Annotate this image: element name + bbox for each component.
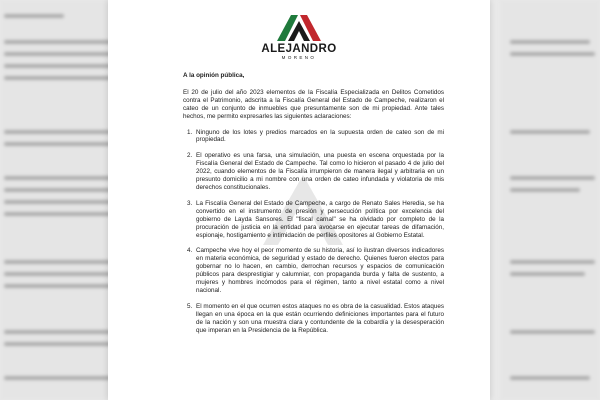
letter-body — [183, 72, 444, 342]
letter-salutation: A la opinión pública, — [183, 72, 245, 79]
clarifications-list — [183, 129, 444, 335]
list-item: 2. El operativo es una farsa, una simulación, una puesta en escena orquestada por la Fiscalía General del Estado de Campeche. Tal como lo hicieron el pasado 4 de julio del 2022, cuando elementos de la Fiscalía irrumpieron de manera ilegal y arbitraria en un presunto domicilio a mi nombre con una orden de cateo infundada y violatoria de mis derechos constitucionales. — [194, 152, 444, 192]
brand-name: ALEJANDRO — [261, 43, 337, 55]
brand-mark-icon — [275, 12, 323, 42]
list-item: 1. Ninguno de los lotes y predios marcados en la supuesta orden de cateo son de mi propiedad. — [194, 129, 444, 145]
list-item: 4. Campeche vive hoy el peor momento de su historia, así lo ilustran diversos indicadores en materia económica, de seguridad y estado de derecho. Quienes fueron electos para gobernar no lo hacen, en cambio, derrochan recursos y espacios de comunicación públicos para desprestigiar y calumniar, con propaganda burda y falta de sustento, a mujeres y hombres incómodos para el régimen, tanto a nivel estatal como a nivel nacional. — [194, 247, 444, 294]
blurred-background-right — [500, 0, 600, 400]
list-item: 3. La Fiscalía General del Estado de Campeche, a cargo de Renato Sales Heredia, se ha convertido en el instrumento de presión y persecución política por excelencia del gobierno de Layda Sansores. El "fiscal carnal" se ha olvidado por completo de la procuración de justicia en la entidad para avocarse en ejecutar tareas de difamación, espionaje, hostigamiento e intimidación de perfiles opositores al Gobierno Estatal. — [194, 200, 444, 240]
brand-logo — [108, 12, 490, 60]
brand-subname: MORENO — [281, 55, 317, 60]
list-item: 5. El momento en el que ocurren estos ataques no es obra de la casualidad. Estos ataques llegan en una época en la que están ocurriendo definiciones importantes para el futuro de la nación y son una muestra clara y contundente de la cobardía y la desesperación que imperan en la Presidencia de la República. — [194, 303, 444, 335]
letter-page — [108, 0, 490, 400]
letter-intro: El 20 de julio del año 2023 elementos de la Fiscalía Especializada en Delitos Cometidos contra el Patrimonio, adscrita a la Fiscalía General del Estado de Campeche, realizaron el cateo de un conjunto de inmuebles que presuntamente son de mi propiedad. Ante tales hechos, me permito expresarles las siguientes aclaraciones: — [183, 88, 444, 120]
